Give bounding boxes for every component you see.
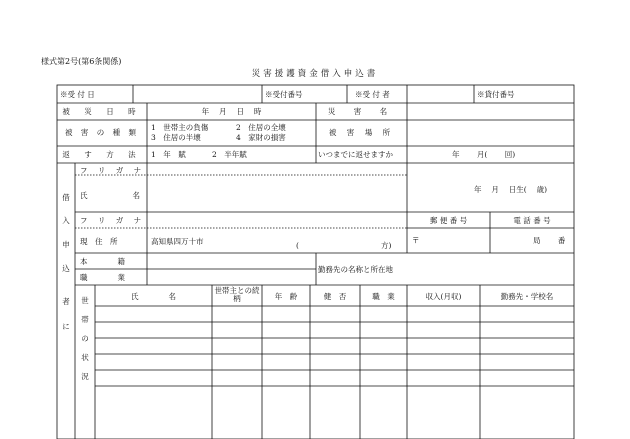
birth-date-field[interactable]: 年 月 日生( 歳) (474, 185, 548, 194)
disaster-name-field[interactable] (408, 104, 573, 119)
receiver-label: ※受 付 者 (355, 90, 390, 99)
repay-semiannual-option[interactable]: 2 半年賦 (212, 150, 247, 159)
disaster-datetime-field[interactable]: 年 月 日 時 (201, 107, 262, 116)
household-row[interactable] (96, 371, 573, 385)
household-side-char-5: 況 (81, 372, 89, 381)
repay-until-field[interactable]: 年 月( 回) (452, 150, 516, 159)
received-date-label: ※受 付 日 (60, 90, 95, 99)
workplace-field[interactable] (408, 254, 573, 284)
repay-until-label: いつまでに返せますか (318, 150, 393, 159)
household-row[interactable] (96, 355, 573, 369)
damage-option-1[interactable]: 1 世帯主の負傷 (151, 123, 209, 132)
address-label: 現 住 所 (80, 237, 118, 246)
form-number-label: 様式第2号(第6条関係) (41, 57, 122, 66)
postal-code-label: 郵 便 番 号 (429, 216, 468, 225)
household-side-char-1: 世 (81, 296, 89, 305)
household-header-name: 氏 名 (131, 292, 176, 301)
phone-bureau: 局 番 (533, 236, 566, 245)
received-number-field[interactable] (318, 86, 346, 102)
household-side-char-2: 帯 (81, 315, 89, 324)
receiver-field[interactable] (408, 86, 473, 102)
damage-option-4[interactable]: 4 家財の損害 (236, 133, 286, 142)
applicant-side-char-6: に (62, 322, 70, 331)
damage-type-label: 被 害 の 種 類 (64, 128, 140, 137)
loan-number-label: ※貸付番号 (477, 90, 515, 99)
repay-annual-option[interactable]: 1 年 賦 (151, 150, 186, 159)
address-paren-close: 方) (381, 241, 392, 250)
applicant-side-char-5: 者 (62, 297, 70, 306)
damage-option-2[interactable]: 2 住居の全壊 (236, 123, 286, 132)
disaster-datetime-label: 被 災 日 時 (62, 107, 142, 116)
occupation-field[interactable] (148, 270, 315, 284)
applicant-side-char-3: 申 (62, 240, 70, 249)
household-row[interactable] (96, 307, 573, 321)
furigana-label-2: フ リ ガ ナ (80, 216, 146, 225)
furigana-label-1: フ リ ガ ナ (80, 166, 146, 175)
household-side-char-3: の (81, 334, 89, 343)
occupation-label: 職 業 (80, 273, 125, 282)
household-header-health: 健 否 (323, 292, 347, 301)
damage-place-label: 被 害 場 所 (328, 128, 395, 137)
form-title: 災害援護資金借入申込書 (251, 69, 379, 79)
disaster-name-label: 災 害 名 (327, 107, 396, 116)
address-value[interactable]: 高知県四万十市 (151, 237, 204, 246)
applicant-side-char-2: 入 (62, 216, 70, 225)
household-header-relation: 世帯主との続 柄 (214, 286, 267, 303)
postal-mark: 〒 (412, 236, 420, 245)
received-date-field[interactable] (134, 86, 261, 102)
applicant-side-char-1: 借 (62, 193, 70, 202)
workplace-label: 勤務先の名称と所在地 (318, 265, 393, 274)
household-side-char-4: 状 (81, 353, 89, 362)
applicant-side-char-4: 込 (62, 264, 70, 273)
phone-label: 電 話 番 号 (513, 216, 551, 225)
honseki-field[interactable] (148, 254, 315, 268)
honseki-label: 本 籍 (80, 257, 125, 266)
household-row[interactable] (96, 323, 573, 337)
repay-method-label: 返 す 方 法 (62, 150, 142, 159)
household-header-workplace: 勤務先・学校名 (500, 292, 554, 301)
household-header-age: 年 齢 (274, 292, 298, 301)
household-header-income: 収入(月収) (425, 292, 462, 301)
damage-place-field[interactable] (408, 121, 573, 145)
household-header-occupation: 職 業 (372, 292, 395, 301)
address-paren-open: ( (296, 241, 299, 250)
received-number-label: ※受付番号 (265, 90, 303, 99)
household-row[interactable] (96, 339, 573, 353)
name-field[interactable] (148, 176, 406, 211)
name-label: 氏 名 (80, 191, 140, 200)
household-row[interactable] (96, 387, 573, 401)
damage-option-3[interactable]: 3 住居の半壊 (151, 133, 201, 142)
furigana-field-1[interactable] (148, 164, 406, 174)
